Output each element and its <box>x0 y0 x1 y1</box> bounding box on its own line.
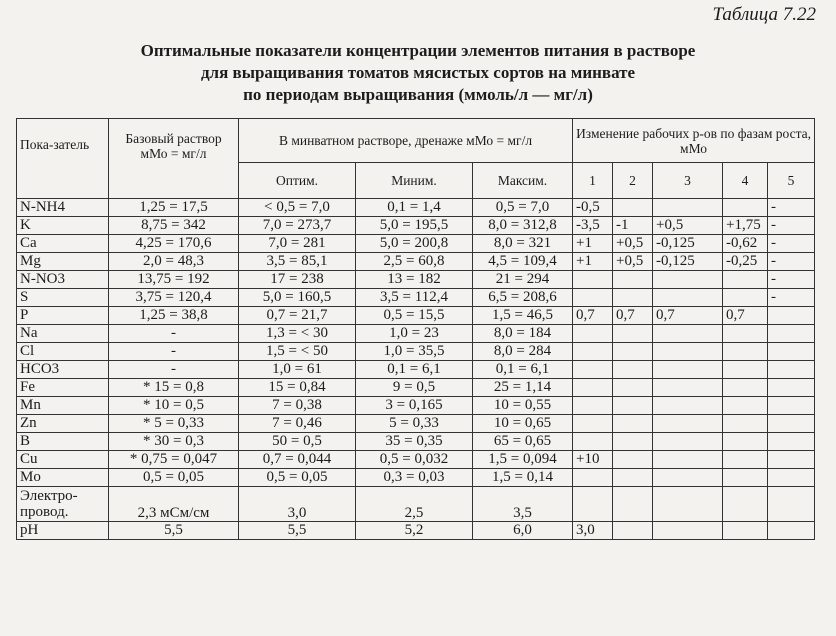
phase-3-cell <box>653 343 723 361</box>
phase-1-cell <box>573 289 613 307</box>
indicator-cell: pH <box>17 522 109 540</box>
minim-cell: 1,0 = 35,5 <box>356 343 473 361</box>
maxim-cell: 1,5 = 0,094 <box>473 451 573 469</box>
phase-5-cell <box>768 343 815 361</box>
optim-cell: 7,0 = 273,7 <box>239 217 356 235</box>
minim-cell: 5,0 = 195,5 <box>356 217 473 235</box>
header-phase-2: 2 <box>613 163 653 199</box>
optim-cell: 1,0 = 61 <box>239 361 356 379</box>
header-optim: Оптим. <box>239 163 356 199</box>
minim-cell: 13 = 182 <box>356 271 473 289</box>
table-row <box>17 469 815 487</box>
header-drainage: В минватном растворе, дренаже мМо = мг/л <box>239 119 573 163</box>
phase-3-cell: +0,5 <box>653 217 723 235</box>
indicator-cell: P <box>17 307 109 325</box>
base-cell: 13,75 = 192 <box>109 271 239 289</box>
phase-5-cell <box>768 433 815 451</box>
table-row <box>17 217 815 235</box>
minim-cell: 3 = 0,165 <box>356 397 473 415</box>
indicator-cell: N-NH4 <box>17 199 109 217</box>
phase-5-cell <box>768 451 815 469</box>
header-phase-5: 5 <box>768 163 815 199</box>
table-row <box>17 289 815 307</box>
indicator-line: провод. <box>20 504 69 520</box>
phase-4-cell <box>723 289 768 307</box>
table-row <box>17 199 815 217</box>
base-cell: * 15 = 0,8 <box>109 379 239 397</box>
header-phase-changes: Изменение рабочих р-ов по фазам роста, мМо <box>573 119 815 163</box>
phase-4-cell: 0,7 <box>723 307 768 325</box>
indicator-cell <box>17 487 109 522</box>
phase-3-cell <box>653 325 723 343</box>
base-cell: * 30 = 0,3 <box>109 433 239 451</box>
phase-4-cell <box>723 325 768 343</box>
table-row <box>17 361 815 379</box>
base-cell: 0,5 = 0,05 <box>109 469 239 487</box>
indicator-cell: S <box>17 289 109 307</box>
phase-3-cell <box>653 289 723 307</box>
table-row <box>17 487 815 522</box>
indicator-cell: Ca <box>17 235 109 253</box>
phase-1-cell: 0,7 <box>573 307 613 325</box>
indicator-cell: Cl <box>17 343 109 361</box>
phase-1-cell <box>573 433 613 451</box>
phase-5-cell: - <box>768 289 815 307</box>
minim-cell: 5 = 0,33 <box>356 415 473 433</box>
title-line: по периодам выращивания (ммоль/л — мг/л) <box>243 85 593 104</box>
title-line: Оптимальные показатели концентрации элементов питания в растворе <box>140 41 696 60</box>
base-cell: 5,5 <box>109 522 239 540</box>
maxim-cell: 1,5 = 0,14 <box>473 469 573 487</box>
phase-5-cell <box>768 325 815 343</box>
optim-cell: 50 = 0,5 <box>239 433 356 451</box>
table-row <box>17 415 815 433</box>
phase-2-cell <box>613 469 653 487</box>
title-line: для выращивания томатов мясистых сортов на минвате <box>200 63 636 82</box>
indicator-line: Электро- <box>20 488 78 504</box>
phase-5-cell <box>768 469 815 487</box>
optim-cell: 15 = 0,84 <box>239 379 356 397</box>
phase-1-cell <box>573 415 613 433</box>
minim-cell: 0,1 = 1,4 <box>356 199 473 217</box>
optim-cell: 3,0 <box>239 487 356 522</box>
base-cell: 1,25 = 38,8 <box>109 307 239 325</box>
optim-cell: 7,0 = 281 <box>239 235 356 253</box>
table-row <box>17 451 815 469</box>
phase-4-cell <box>723 379 768 397</box>
phase-4-cell <box>723 415 768 433</box>
phase-4-cell <box>723 469 768 487</box>
minim-cell: 0,1 = 6,1 <box>356 361 473 379</box>
base-cell: 2,3 мСм/см <box>109 487 239 522</box>
table-number: Таблица 7.22 <box>712 4 816 25</box>
phase-2-cell <box>613 289 653 307</box>
phase-1-cell: +1 <box>573 253 613 271</box>
indicator-cell: Zn <box>17 415 109 433</box>
maxim-cell: 8,0 = 312,8 <box>473 217 573 235</box>
phase-5-cell <box>768 487 815 522</box>
phase-4-cell <box>723 343 768 361</box>
base-cell: 2,0 = 48,3 <box>109 253 239 271</box>
phase-3-cell <box>653 379 723 397</box>
table-row <box>17 253 815 271</box>
phase-4-cell <box>723 397 768 415</box>
maxim-cell: 25 = 1,14 <box>473 379 573 397</box>
phase-1-cell: 3,0 <box>573 522 613 540</box>
table-row <box>17 343 815 361</box>
optim-cell: 3,5 = 85,1 <box>239 253 356 271</box>
indicator-cell: K <box>17 217 109 235</box>
phase-1-cell: -3,5 <box>573 217 613 235</box>
indicator-cell: Cu <box>17 451 109 469</box>
header-maxim: Максим. <box>473 163 573 199</box>
indicator-cell: Mn <box>17 397 109 415</box>
phase-3-cell <box>653 271 723 289</box>
minim-cell: 35 = 0,35 <box>356 433 473 451</box>
phase-2-cell <box>613 361 653 379</box>
phase-3-cell <box>653 451 723 469</box>
optim-cell: 1,3 = < 30 <box>239 325 356 343</box>
phase-5-cell: - <box>768 271 815 289</box>
minim-cell: 3,5 = 112,4 <box>356 289 473 307</box>
minim-cell: 0,5 = 15,5 <box>356 307 473 325</box>
phase-2-cell: -1 <box>613 217 653 235</box>
table-row <box>17 307 815 325</box>
phase-3-cell <box>653 433 723 451</box>
phase-5-cell <box>768 522 815 540</box>
table-row <box>17 397 815 415</box>
nutrient-table <box>16 118 815 540</box>
phase-2-cell <box>613 451 653 469</box>
phase-2-cell <box>613 397 653 415</box>
base-cell: * 5 = 0,33 <box>109 415 239 433</box>
maxim-cell: 65 = 0,65 <box>473 433 573 451</box>
phase-3-cell <box>653 199 723 217</box>
header-phase-4: 4 <box>723 163 768 199</box>
phase-2-cell <box>613 379 653 397</box>
base-cell: * 10 = 0,5 <box>109 397 239 415</box>
phase-2-cell: +0,5 <box>613 253 653 271</box>
phase-1-cell: +1 <box>573 235 613 253</box>
phase-1-cell <box>573 379 613 397</box>
optim-cell: 0,7 = 21,7 <box>239 307 356 325</box>
minim-cell: 2,5 <box>356 487 473 522</box>
base-cell: 4,25 = 170,6 <box>109 235 239 253</box>
phase-4-cell: -0,62 <box>723 235 768 253</box>
phase-1-cell: -0,5 <box>573 199 613 217</box>
optim-cell: 0,5 = 0,05 <box>239 469 356 487</box>
header-indicator: Пока-затель <box>17 119 109 199</box>
phase-2-cell <box>613 522 653 540</box>
optim-cell: 7 = 0,38 <box>239 397 356 415</box>
phase-4-cell <box>723 271 768 289</box>
base-cell: 1,25 = 17,5 <box>109 199 239 217</box>
phase-3-cell <box>653 522 723 540</box>
indicator-cell: HCO3 <box>17 361 109 379</box>
phase-1-cell <box>573 325 613 343</box>
table-row <box>17 271 815 289</box>
maxim-cell: 21 = 294 <box>473 271 573 289</box>
minim-cell: 1,0 = 23 <box>356 325 473 343</box>
indicator-cell: N-NO3 <box>17 271 109 289</box>
minim-cell: 9 = 0,5 <box>356 379 473 397</box>
phase-1-cell: +10 <box>573 451 613 469</box>
maxim-cell: 1,5 = 46,5 <box>473 307 573 325</box>
phase-1-cell <box>573 361 613 379</box>
header-phase-1: 1 <box>573 163 613 199</box>
phase-5-cell: - <box>768 217 815 235</box>
minim-cell: 5,2 <box>356 522 473 540</box>
optim-cell: 17 = 238 <box>239 271 356 289</box>
maxim-cell: 10 = 0,55 <box>473 397 573 415</box>
indicator-cell: Mo <box>17 469 109 487</box>
phase-3-cell <box>653 361 723 379</box>
phase-2-cell <box>613 415 653 433</box>
base-cell: - <box>109 343 239 361</box>
phase-3-cell <box>653 397 723 415</box>
phase-5-cell <box>768 361 815 379</box>
phase-2-cell: 0,7 <box>613 307 653 325</box>
base-cell: 3,75 = 120,4 <box>109 289 239 307</box>
header-phase-3: 3 <box>653 163 723 199</box>
phase-4-cell <box>723 522 768 540</box>
header-base-solution: Базовый раствор мМо = мг/л <box>109 119 239 199</box>
minim-cell: 0,5 = 0,032 <box>356 451 473 469</box>
maxim-cell: 8,0 = 321 <box>473 235 573 253</box>
maxim-cell: 4,5 = 109,4 <box>473 253 573 271</box>
phase-5-cell <box>768 307 815 325</box>
maxim-cell: 8,0 = 284 <box>473 343 573 361</box>
minim-cell: 5,0 = 200,8 <box>356 235 473 253</box>
phase-3-cell <box>653 487 723 522</box>
table-row <box>17 235 815 253</box>
table-row <box>17 522 815 540</box>
indicator-cell: Fe <box>17 379 109 397</box>
table-row <box>17 433 815 451</box>
phase-3-cell <box>653 469 723 487</box>
phase-3-cell: -0,125 <box>653 253 723 271</box>
indicator-cell: Mg <box>17 253 109 271</box>
optim-cell: < 0,5 = 7,0 <box>239 199 356 217</box>
phase-1-cell <box>573 343 613 361</box>
phase-3-cell <box>653 415 723 433</box>
phase-5-cell: - <box>768 235 815 253</box>
phase-5-cell <box>768 415 815 433</box>
phase-4-cell <box>723 361 768 379</box>
indicator-cell: B <box>17 433 109 451</box>
phase-4-cell <box>723 199 768 217</box>
phase-3-cell: -0,125 <box>653 235 723 253</box>
maxim-cell: 0,5 = 7,0 <box>473 199 573 217</box>
maxim-cell: 6,5 = 208,6 <box>473 289 573 307</box>
optim-cell: 0,7 = 0,044 <box>239 451 356 469</box>
phase-4-cell <box>723 433 768 451</box>
maxim-cell: 8,0 = 184 <box>473 325 573 343</box>
optim-cell: 5,0 = 160,5 <box>239 289 356 307</box>
base-cell: * 0,75 = 0,047 <box>109 451 239 469</box>
maxim-cell: 6,0 <box>473 522 573 540</box>
phase-4-cell: +1,75 <box>723 217 768 235</box>
maxim-cell: 10 = 0,65 <box>473 415 573 433</box>
phase-2-cell <box>613 343 653 361</box>
base-cell: 8,75 = 342 <box>109 217 239 235</box>
phase-2-cell <box>613 199 653 217</box>
header-minim: Миним. <box>356 163 473 199</box>
phase-4-cell: -0,25 <box>723 253 768 271</box>
optim-cell: 5,5 <box>239 522 356 540</box>
phase-5-cell: - <box>768 199 815 217</box>
minim-cell: 2,5 = 60,8 <box>356 253 473 271</box>
phase-4-cell <box>723 487 768 522</box>
phase-1-cell <box>573 487 613 522</box>
phase-2-cell <box>613 325 653 343</box>
phase-2-cell <box>613 271 653 289</box>
phase-5-cell <box>768 379 815 397</box>
phase-5-cell <box>768 397 815 415</box>
phase-1-cell <box>573 397 613 415</box>
phase-5-cell: - <box>768 253 815 271</box>
phase-2-cell: +0,5 <box>613 235 653 253</box>
table-row <box>17 379 815 397</box>
phase-4-cell <box>723 451 768 469</box>
indicator-cell: Na <box>17 325 109 343</box>
phase-1-cell <box>573 271 613 289</box>
base-cell: - <box>109 361 239 379</box>
maxim-cell: 3,5 <box>473 487 573 522</box>
minim-cell: 0,3 = 0,03 <box>356 469 473 487</box>
table-title <box>20 40 816 106</box>
base-cell: - <box>109 325 239 343</box>
phase-2-cell <box>613 433 653 451</box>
phase-1-cell <box>573 469 613 487</box>
phase-3-cell: 0,7 <box>653 307 723 325</box>
optim-cell: 1,5 = < 50 <box>239 343 356 361</box>
table-row <box>17 325 815 343</box>
maxim-cell: 0,1 = 6,1 <box>473 361 573 379</box>
optim-cell: 7 = 0,46 <box>239 415 356 433</box>
phase-2-cell <box>613 487 653 522</box>
